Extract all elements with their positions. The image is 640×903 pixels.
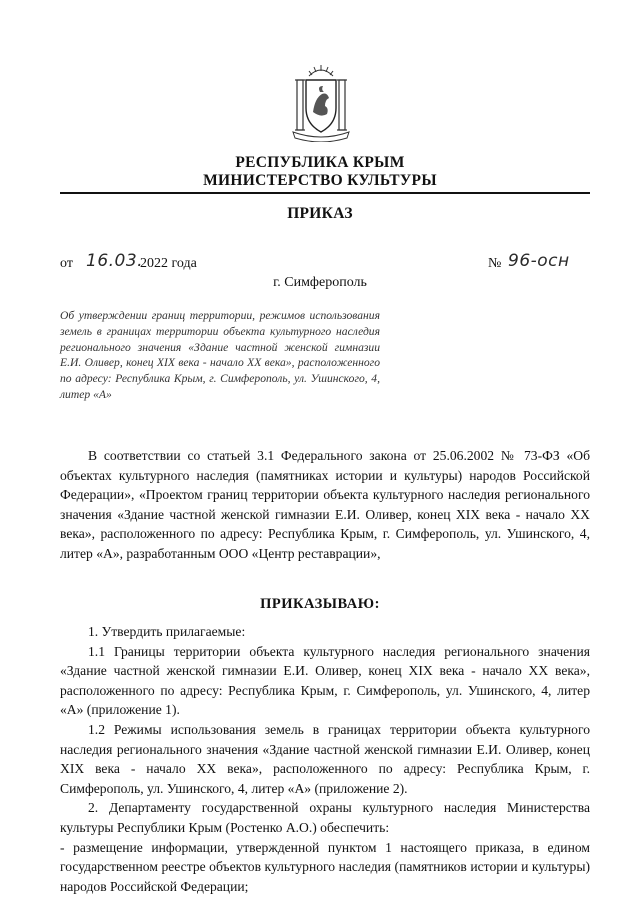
item-1: 1. Утвердить прилагаемые: xyxy=(88,624,246,639)
number-prefix: № xyxy=(488,256,502,271)
order-subject: Об утверждении границ территории, режимов использования земель в границах территории объекта культурного наследия регионального значения «Здание частной женской гимназии Е.И. Оливер, конец XIX века - начало XX века», расположенного по адресу: Республика Крым, г. Симферополь, ул. Ушинского, 4, литер «А» xyxy=(60,309,380,401)
date-year: 2022 года xyxy=(140,256,197,271)
crimea-coat-of-arms-icon xyxy=(287,62,355,142)
number-handwritten: 96-осн xyxy=(508,251,570,271)
item-2-dash: - размещение информации, утвержденной пунктом 1 настоящего приказа, в едином государственном реестре объектов культурного наследия (памятников истории и культуры) народов Российской Федерации; xyxy=(60,839,590,894)
item-2: 2. Департаменту государственной охраны культурного наследия Министерства культуры Республики Крым (Ростенко А.О.) обеспечить: xyxy=(60,800,590,835)
date-prefix: от xyxy=(60,256,73,271)
document-type: ПРИКАЗ xyxy=(287,205,353,222)
republic-title: РЕСПУБЛИКА КРЫМ xyxy=(235,154,405,171)
order-word: ПРИКАЗЫВАЮ: xyxy=(260,596,380,612)
city: г. Симферополь xyxy=(273,275,367,290)
preamble: В соответствии со статьей 3.1 Федерального закона от 25.06.2002 № 73-ФЗ «Об объектах культурного наследия (памятниках истории и культуры) народов Российской Федерации», «Проектом границ территории объекта культурного наследия регионального значения «Здание частной женской гимназии Е.И. Оливер, конец XIX века - начало XX века», расположенного по адресу: Республика Крым, г. Симферополь, ул. Ушинского, 4, литер «А», разработанным ООО «Центр реставрации», xyxy=(60,448,590,561)
date-handwritten: 16.03. xyxy=(86,251,144,271)
ministry-title: МИНИСТЕРСТВО КУЛЬТУРЫ xyxy=(203,172,437,189)
header-divider xyxy=(60,192,590,194)
item-1-1: 1.1 Границы территории объекта культурного наследия регионального значения «Здание частной женской гимназии Е.И. Оливер, конец XIX века - начало XX века», расположенного по адресу: Республика Крым, г. Симферополь, ул. Ушинского, 4, литер «А» (приложение 1). xyxy=(60,643,590,718)
item-1-2: 1.2 Режимы использования земель в границах территории объекта культурного наследия регионального значения «Здание частной женской гимназии Е.И. Оливер, конец XIX века - начало XX века», расположенного по адресу: Республика Крым, г. Симферополь, ул. Ушинского, 4, литер «А» (приложение 2). xyxy=(60,721,590,796)
